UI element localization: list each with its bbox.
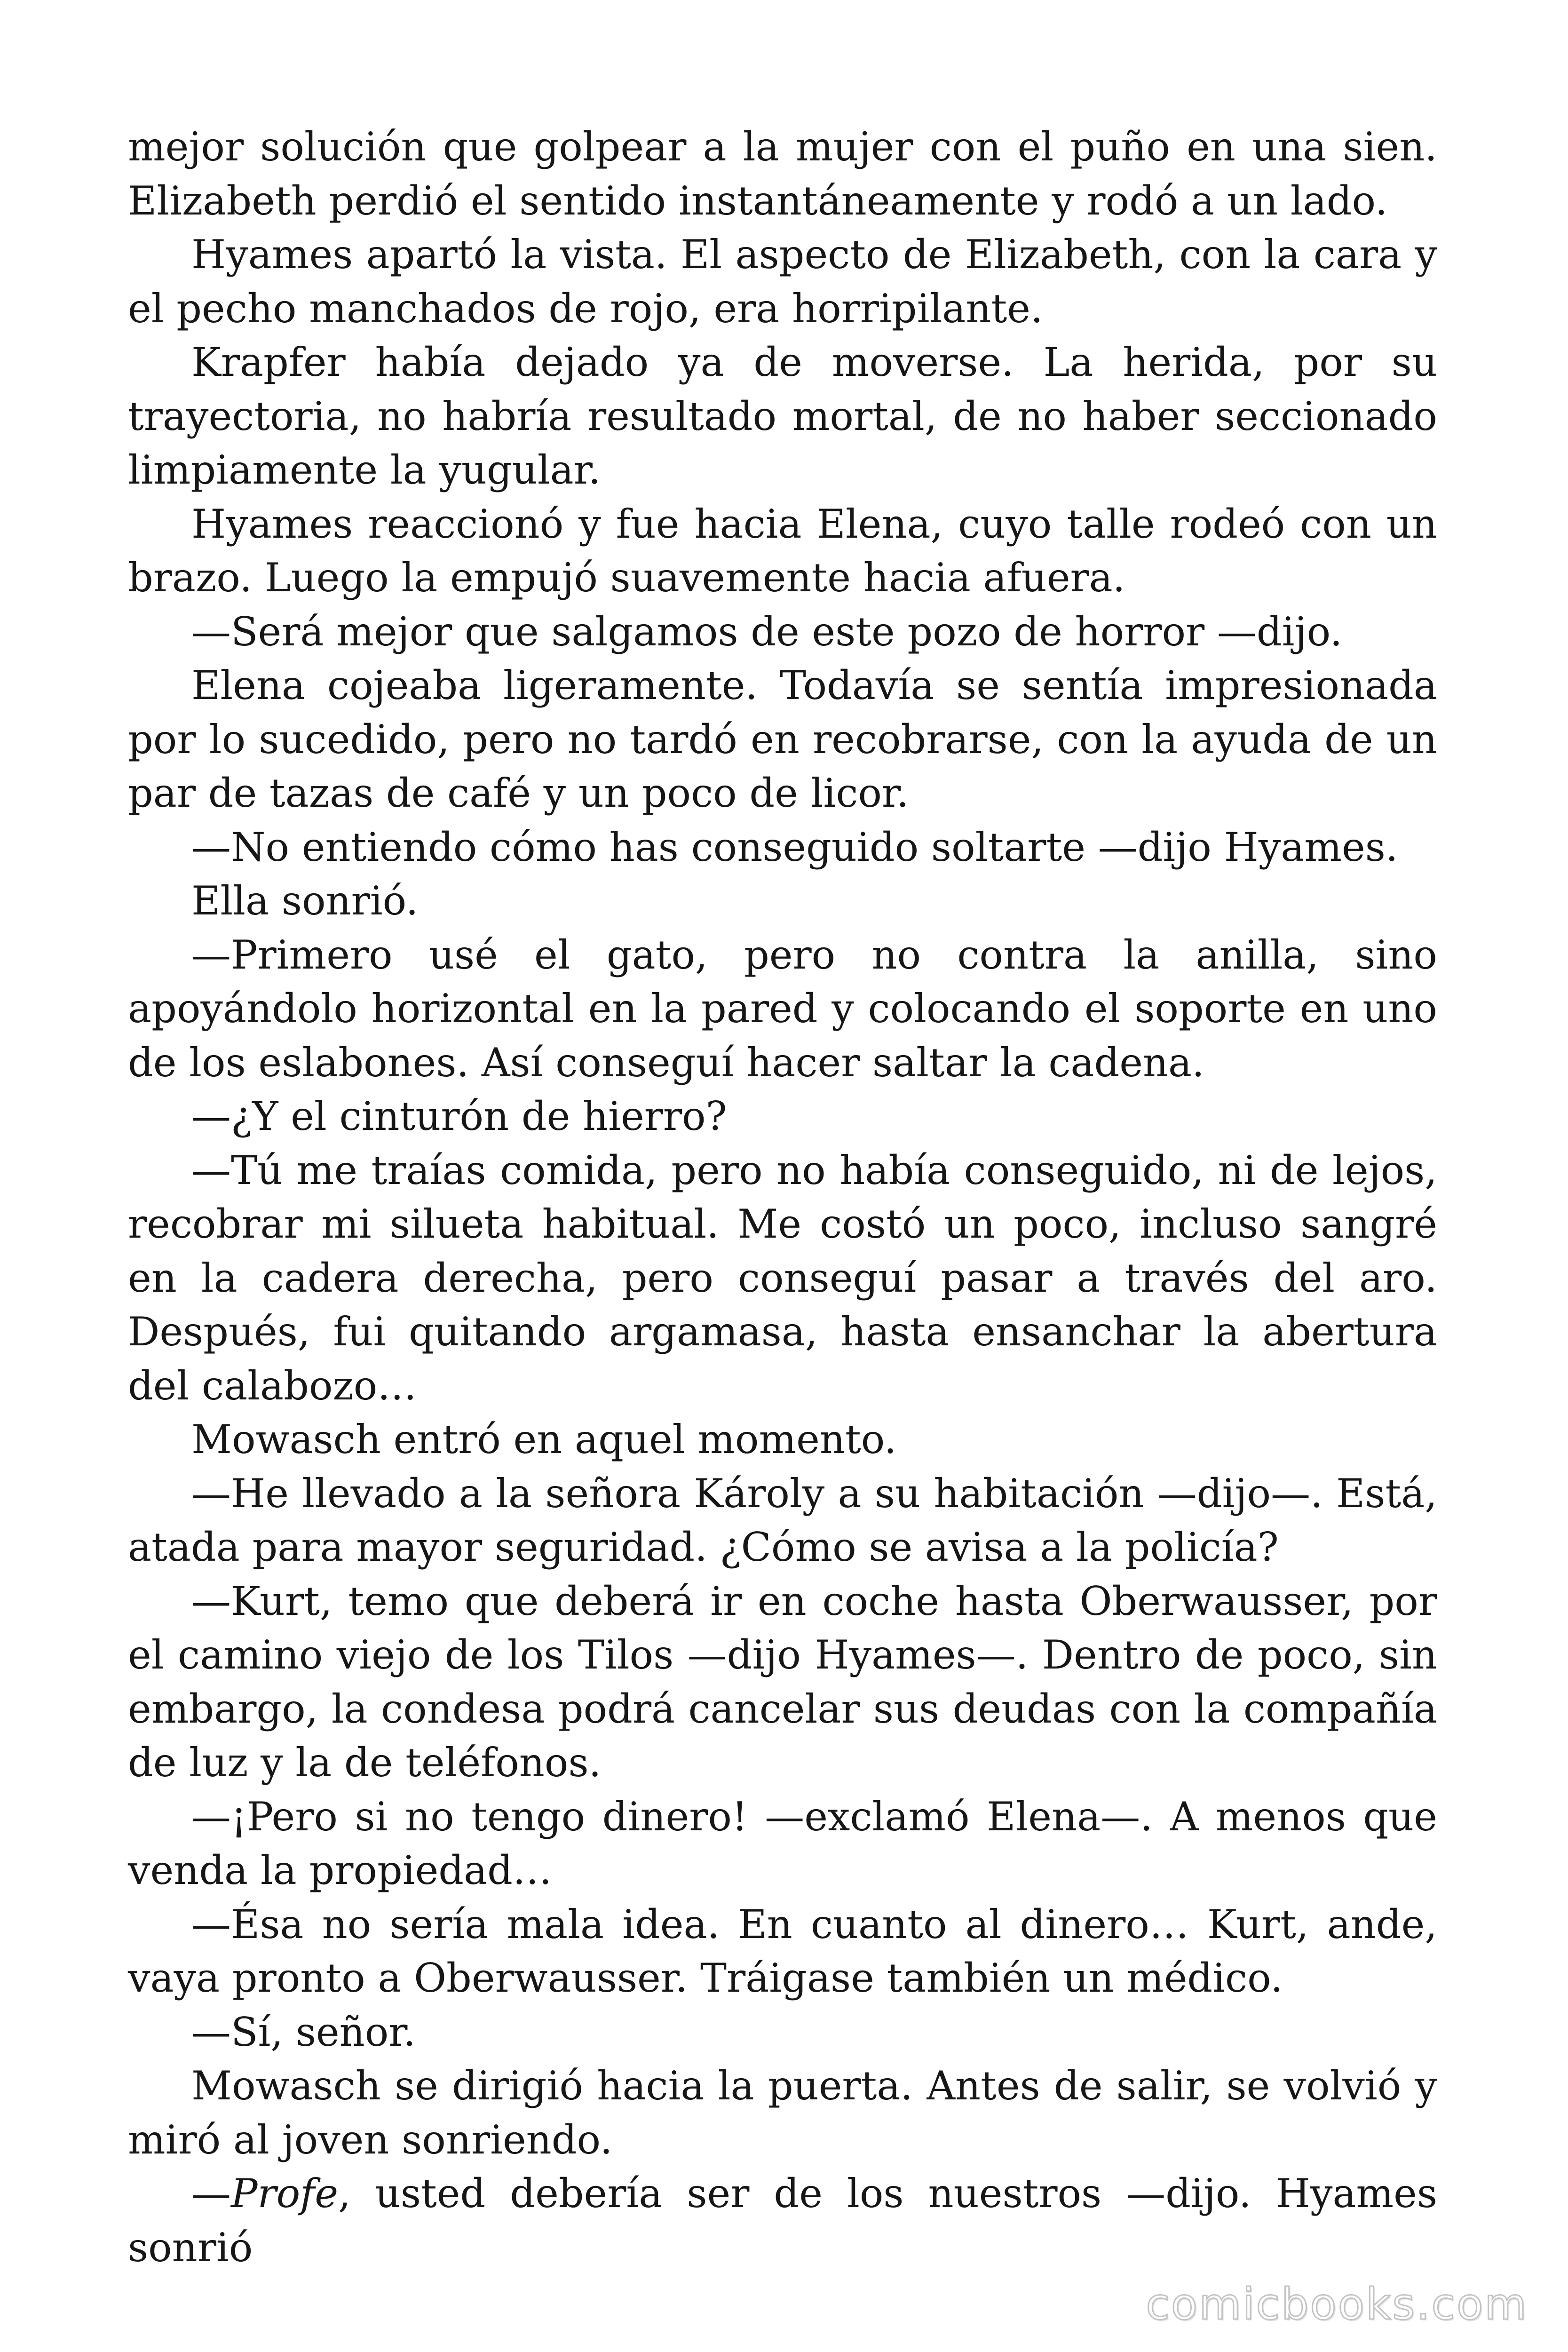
paragraph: —Tú me traías comida, pero no había conseguido, ni de lejos, recobrar mi silueta habitual. Me costó un poco, incluso sangré en la cadera derecha, pero conseguí pasar a través del aro. Después, fui quitando argamasa, hasta ensanchar la abertura del calabozo…	[128, 1147, 1437, 1409]
paragraph: Mowasch entró en aquel momento.	[191, 1416, 897, 1462]
book-page-text	[128, 120, 1437, 2274]
paragraph: —No entiendo cómo has conseguido soltarte —dijo Hyames.	[191, 824, 1398, 870]
italic-word: Profe	[231, 2170, 339, 2217]
paragraph: Krapfer había dejado ya de moverse. La herida, por su trayectoria, no habría resultado mortal, de no haber seccionado limpiamente la yugular.	[128, 339, 1437, 493]
paragraph: —Será mejor que salgamos de este pozo de horror —dijo.	[191, 608, 1343, 655]
watermark: comicbooks.com	[1146, 2279, 1528, 2329]
paragraph: Hyames apartó la vista. El aspecto de Elizabeth, con la cara y el pecho manchados de rojo, era horripilante.	[128, 231, 1437, 332]
paragraph: Hyames reaccionó y fue hacia Elena, cuyo talle rodeó con un brazo. Luego la empujó suavemente hacia afuera.	[128, 501, 1437, 601]
paragraph: —¡Pero si no tengo dinero! —exclamó Elena—. A menos que venda la propiedad…	[128, 1793, 1437, 1893]
paragraph: —Sí, señor.	[191, 2009, 416, 2055]
paragraph-rest: , usted debería ser de los nuestros —dijo. Hyames sonrió	[128, 2170, 1437, 2271]
paragraph: —He llevado a la señora Károly a su habitación —dijo—. Está, atada para mayor seguridad. ¿Cómo se avisa a la policía?	[128, 1470, 1437, 1570]
paragraph: Elena cojeaba ligeramente. Todavía se sentía impresionada por lo sucedido, pero no tardó en recobrarse, con la ayuda de un par de tazas de café y un poco de licor.	[128, 662, 1437, 816]
dialogue-dash: —	[191, 2170, 231, 2217]
paragraph: —Kurt, temo que deberá ir en coche hasta Oberwausser, por el camino viejo de los Tilos —dijo Hyames—. Dentro de poco, sin embargo, la condesa podrá cancelar sus deudas con la compañía de luz y la de teléfonos.	[128, 1578, 1437, 1786]
paragraph: —Ésa no sería mala idea. En cuanto al dinero… Kurt, ande, vaya pronto a Oberwausser. Tráigase también un médico.	[128, 1901, 1437, 2001]
paragraph: mejor solución que golpear a la mujer con el puño en una sien. Elizabeth perdió el sentido instantáneamente y rodó a un lado.	[128, 124, 1437, 224]
last-paragraph	[128, 2167, 1437, 2274]
paragraph: Mowasch se dirigió hacia la puerta. Antes de salir, se volvió y miró al joven sonriendo.	[128, 2063, 1437, 2163]
paragraph: Ella sonrió.	[191, 878, 419, 924]
paragraph: —¿Y el cinturón de hierro?	[191, 1093, 727, 1139]
paragraph: —Primero usé el gato, pero no contra la anilla, sino apoyándolo horizontal en la pared y colocando el soporte en uno de los eslabones. Así conseguí hacer saltar la cadena.	[128, 931, 1437, 1086]
